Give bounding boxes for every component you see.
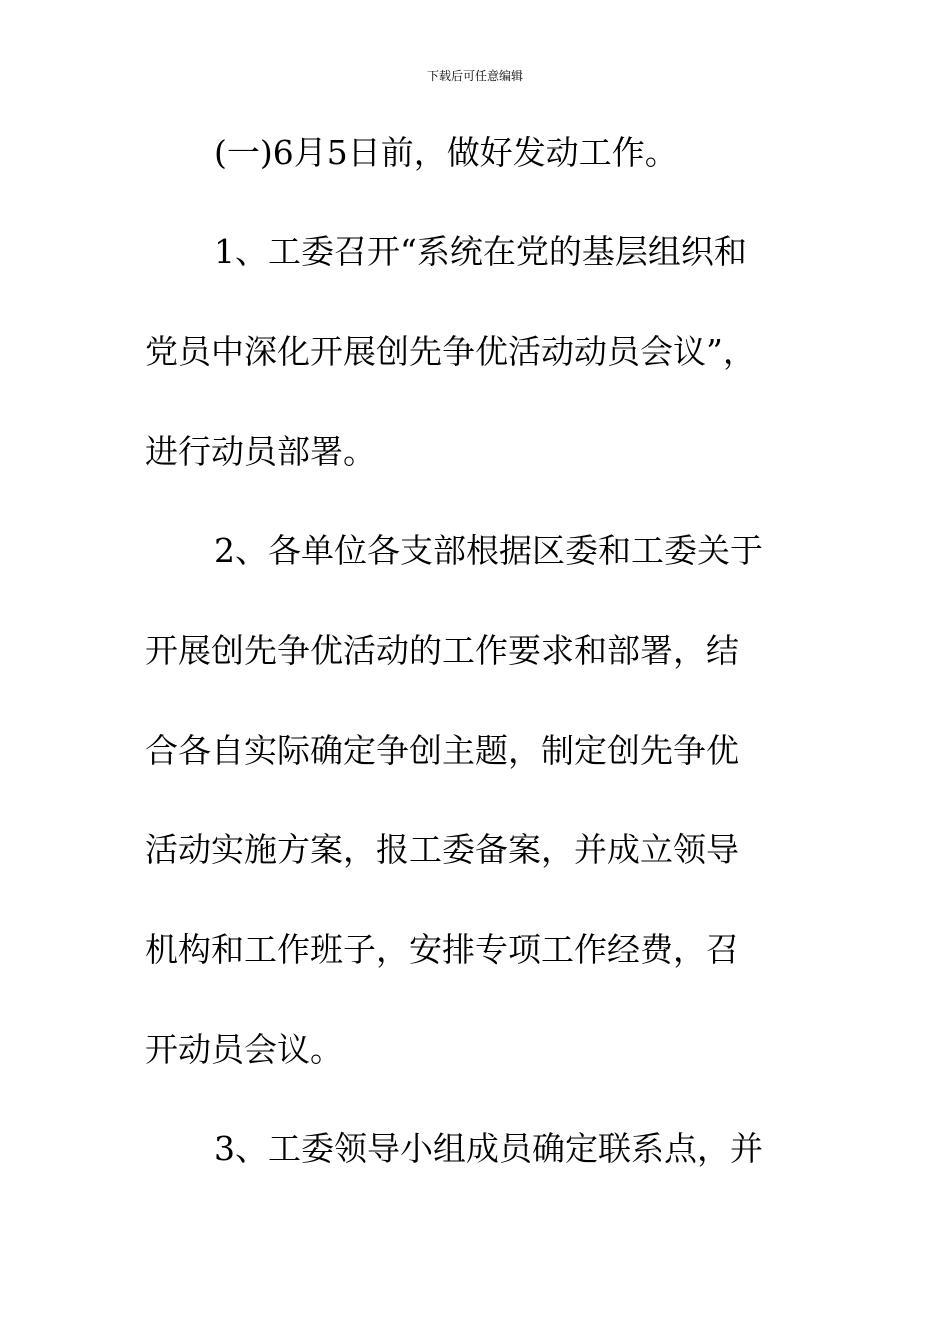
paragraph-2-line-6: 开动员会议。 <box>145 1030 343 1069</box>
paragraph-2-line-2: 开展创先争优活动的工作要求和部署，结 <box>145 631 739 670</box>
paragraph-2-line-5: 机构和工作班子，安排专项工作经费，召 <box>145 930 739 969</box>
paragraph-2-line-1: 2、各单位各支部根据区委和工委关于 <box>214 531 763 570</box>
paragraph-3-line-1: 3、工委领导小组成员确定联系点，并 <box>214 1129 763 1168</box>
section-heading: (一)6月5日前，做好发动工作。 <box>214 133 678 172</box>
paragraph-1-line-2: 党员中深化开展创先争优活动动员会议”， <box>145 332 756 371</box>
header-note: 下载后可任意编辑 <box>426 69 523 83</box>
paragraph-1-line-3: 进行动员部署。 <box>145 432 376 471</box>
paragraph-2-line-3: 合各自实际确定争创主题，制定创先争优 <box>145 731 739 770</box>
paragraph-1-line-1: 1、工委召开“系统在党的基层组织和 <box>214 232 747 271</box>
paragraph-2-line-4: 活动实施方案，报工委备案，并成立领导 <box>145 830 739 869</box>
